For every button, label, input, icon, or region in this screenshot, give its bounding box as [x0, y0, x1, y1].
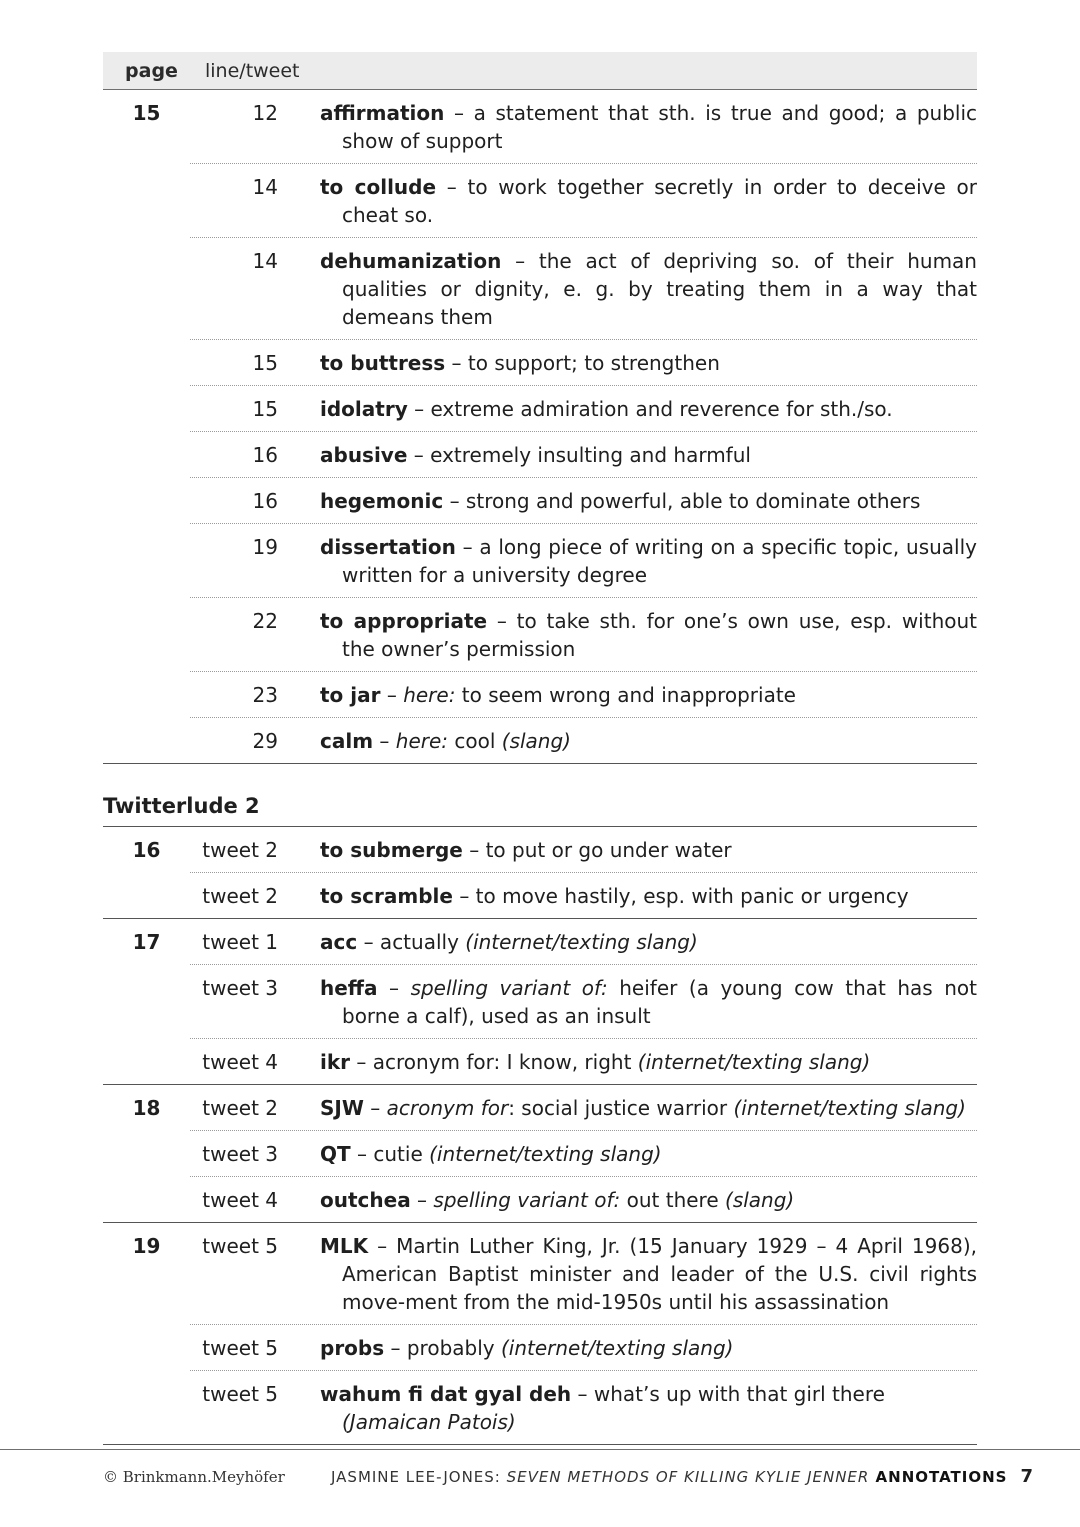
term: calm: [320, 728, 374, 753]
annotation-entry: [320, 441, 977, 469]
annotation-row: [103, 598, 977, 671]
definition: out there: [620, 1187, 726, 1212]
term: to jar: [320, 682, 381, 707]
table-header: [103, 52, 977, 90]
line-cell: 19: [252, 534, 278, 559]
line-cell: tweet 5: [202, 1233, 278, 1258]
running-work: SEVEN METHODS OF KILLING KYLIE JENNER: [506, 1467, 870, 1486]
dash: –: [373, 728, 396, 753]
publisher-credit: © Brinkmann.Meyhöfer: [103, 1467, 285, 1486]
running-title: [331, 1468, 1020, 1486]
term: to buttress: [320, 350, 446, 375]
dash: –: [410, 1187, 434, 1212]
annotation-row: [103, 1223, 977, 1324]
register-tag: (internet/texting slang): [465, 929, 698, 954]
definition: – cutie: [350, 1141, 430, 1166]
definition: – the act of depriving so. of their human qualities or dignity, e. g. by treating them in a way that demeans them: [342, 248, 977, 329]
definition: heifer (a young cow that has not borne a calf), used as an insult: [342, 975, 977, 1028]
line-cell: tweet 1: [202, 929, 278, 954]
line-cell: 22: [252, 608, 278, 633]
running-author: JASMINE LEE-JONES:: [331, 1467, 507, 1486]
header-page: page: [125, 59, 178, 82]
usage-note: here:: [403, 682, 456, 707]
annotation-row: [103, 1039, 977, 1084]
term: ikr: [320, 1049, 351, 1074]
term: abusive: [320, 442, 408, 467]
annotation-row: [103, 827, 977, 872]
term: affirmation: [320, 100, 445, 125]
annotation-row: [103, 238, 977, 339]
usage-note: here:: [395, 728, 449, 753]
definition: – to support; to strengthen: [445, 350, 720, 375]
usage-note: spelling variant of:: [433, 1187, 621, 1212]
annotation-entry: [320, 974, 977, 1030]
footer-divider: [0, 1449, 1080, 1450]
usage-note: acronym for: [386, 1095, 509, 1120]
annotation-row: [103, 965, 977, 1038]
line-cell: tweet 3: [202, 975, 278, 1000]
register-tag: (internet/texting slang): [429, 1141, 662, 1166]
annotation-row: [103, 919, 977, 964]
definition: – acronym for: I know, right: [350, 1049, 638, 1074]
term: SJW: [320, 1095, 364, 1120]
annotation-row: [103, 1085, 977, 1130]
annotation-entry: [320, 1140, 977, 1168]
annotation-entry: [320, 1094, 977, 1122]
line-cell: 12: [252, 100, 278, 125]
term: dissertation: [320, 534, 456, 559]
page-footer: [103, 1466, 1033, 1487]
line-cell: 15: [252, 350, 278, 375]
dash: –: [380, 682, 404, 707]
line-cell: tweet 3: [202, 1141, 278, 1166]
annotation-row: [103, 1325, 977, 1370]
dash: –: [363, 1095, 387, 1120]
term: to scramble: [320, 883, 453, 908]
annotation-entry: [320, 1232, 977, 1316]
annotation-entry: [320, 928, 977, 956]
definition: – to put or go under water: [462, 837, 732, 862]
register-tag: (slang): [725, 1187, 795, 1212]
register-tag: (slang): [501, 728, 571, 753]
annotation-row: [103, 432, 977, 477]
annotation-row: [103, 1177, 977, 1222]
section-page-15: [103, 90, 977, 764]
register-tag: (internet/texting slang): [733, 1095, 966, 1120]
definition: – to move hastily, esp. with panic or urgency: [452, 883, 909, 908]
line-cell: tweet 5: [202, 1381, 278, 1406]
term: outchea: [320, 1187, 411, 1212]
line-cell: 15: [252, 396, 278, 421]
line-cell: 23: [252, 682, 278, 707]
annotation-entry: [320, 395, 977, 423]
annotation-row: [103, 478, 977, 523]
term: wahum fi dat gyal deh: [320, 1381, 572, 1406]
definition: – to take sth. for one’s own use, esp. without the owner’s permission: [342, 608, 977, 661]
page-number-cell: 17: [132, 929, 161, 954]
line-cell: tweet 2: [202, 837, 278, 862]
definition: – what’s up with that girl there: [571, 1381, 885, 1406]
annotation-entry: [320, 533, 977, 589]
running-label: ANNOTATIONS: [869, 1467, 1008, 1486]
page-number-cell: 16: [132, 837, 161, 862]
dash: –: [377, 975, 411, 1000]
definition: – extreme admiration and reverence for sth./so.: [407, 396, 893, 421]
term: dehumanization: [320, 248, 502, 273]
annotation-row: [103, 164, 977, 237]
definition: – a statement that sth. is true and good; a public show of support: [342, 100, 977, 153]
annotation-entry: [320, 1380, 977, 1436]
definition: to seem wrong and inappropriate: [455, 682, 796, 707]
annotation-row: [103, 1131, 977, 1176]
line-cell: tweet 5: [202, 1335, 278, 1360]
annotation-entry: [320, 882, 977, 910]
annotation-row: [103, 672, 977, 717]
definition: – extremely insulting and harmful: [407, 442, 751, 467]
register-tag: (Jamaican Patois): [342, 1409, 516, 1434]
annotation-entry: [320, 681, 977, 709]
line-cell: tweet 4: [202, 1049, 278, 1074]
annotation-row: [103, 90, 977, 163]
section-title-twitterlude: Twitterlude 2: [103, 794, 977, 827]
term: probs: [320, 1335, 385, 1360]
line-cell: 29: [252, 728, 278, 753]
definition: – strong and powerful, able to dominate others: [443, 488, 921, 513]
page-number: 7: [1020, 1466, 1033, 1487]
term: idolatry: [320, 396, 408, 421]
register-tag: (internet/texting slang): [637, 1049, 871, 1074]
annotation-entry: [320, 836, 977, 864]
line-cell: tweet 2: [202, 883, 278, 908]
line-cell: 16: [252, 488, 278, 513]
line-cell: tweet 2: [202, 1095, 278, 1120]
line-cell: 16: [252, 442, 278, 467]
annotation-row: [103, 718, 977, 763]
section-twitterlude: [103, 827, 977, 1445]
term: hegemonic: [320, 488, 444, 513]
annotation-row: [103, 524, 977, 597]
definition: – probably: [384, 1335, 501, 1360]
annotation-entry: [320, 173, 977, 229]
annotation-entry: [320, 487, 977, 515]
header-line-tweet: line/tweet: [205, 59, 300, 82]
register-tag: (internet/texting slang): [500, 1335, 734, 1360]
term: to appropriate: [320, 608, 488, 633]
annotation-entry: [320, 1334, 977, 1362]
line-cell: 14: [252, 248, 278, 273]
annotation-row: [103, 873, 977, 918]
term: acc: [320, 929, 358, 954]
annotation-row: [103, 340, 977, 385]
annotation-row: [103, 1371, 977, 1444]
definition: – to work together secretly in order to deceive or cheat so.: [342, 174, 977, 227]
definition: cool: [448, 728, 502, 753]
term: heffa: [320, 975, 378, 1000]
page-number-cell: 18: [132, 1095, 161, 1120]
term: to collude: [320, 174, 437, 199]
group-divider: [103, 1444, 977, 1445]
term: QT: [320, 1141, 351, 1166]
annotation-entry: [320, 727, 977, 755]
definition: – actually: [357, 929, 466, 954]
usage-note: spelling variant of:: [410, 975, 608, 1000]
annotation-row: [103, 386, 977, 431]
page-number-cell: 15: [132, 100, 161, 125]
term: to submerge: [320, 837, 463, 862]
annotation-entry: [320, 247, 977, 331]
annotation-entry: [320, 99, 977, 155]
line-cell: 14: [252, 174, 278, 199]
annotation-table: [103, 52, 977, 1445]
definition: : social justice warrior: [508, 1095, 734, 1120]
group-divider: [103, 763, 977, 764]
annotation-entry: [320, 607, 977, 663]
definition: – Martin Luther King, Jr. (15 January 1929 – 4 April 1968), American Baptist minister and leader of the U.S. civil rights move-ment from the mid-1950s until his assassination: [342, 1233, 977, 1314]
line-cell: tweet 4: [202, 1187, 278, 1212]
definition: – a long piece of writing on a specific topic, usually written for a university degree: [342, 534, 977, 587]
term: MLK: [320, 1233, 369, 1258]
annotation-entry: [320, 1048, 977, 1076]
annotation-entry: [320, 349, 977, 377]
annotation-entry: [320, 1186, 977, 1214]
page-number-cell: 19: [132, 1233, 161, 1258]
